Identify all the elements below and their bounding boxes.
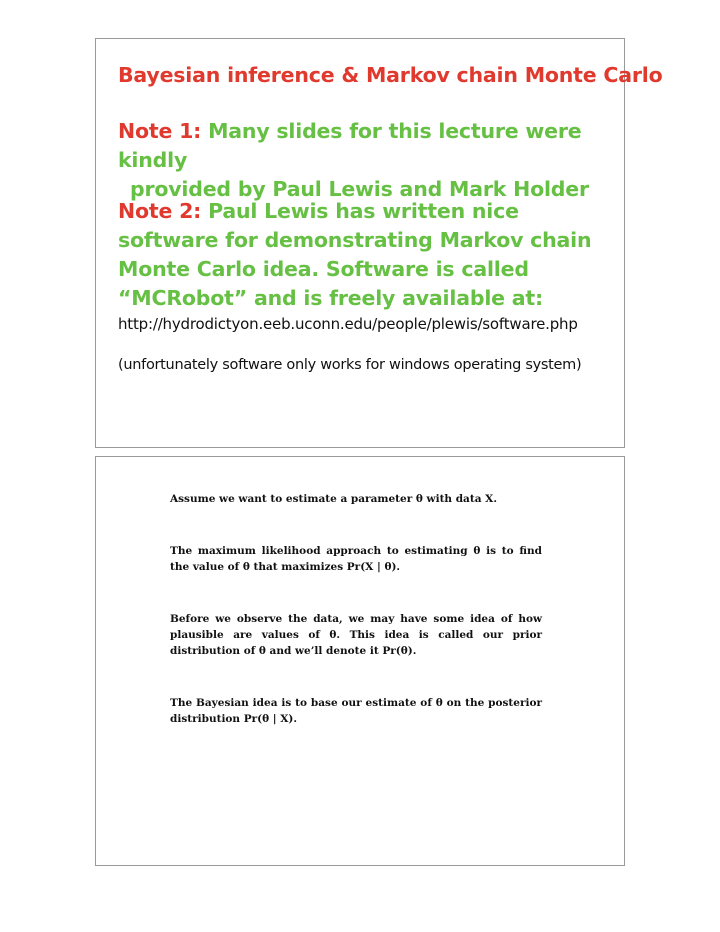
note-1-text-line2: provided by Paul Lewis and Mark Holder (130, 177, 589, 201)
paragraph-posterior: The Bayesian idea is to base our estimate of θ on the posterior distribution Pr(θ | X). (170, 697, 542, 725)
slide-title: Bayesian inference & Markov chain Monte Carlo (118, 63, 663, 87)
slide-1 (95, 38, 663, 448)
slide-2 (95, 456, 625, 866)
note-1-label: Note 1: (118, 119, 202, 143)
paragraph-estimate: Assume we want to estimate a parameter θ with data X. (170, 493, 497, 505)
paragraph-prior: Before we observe the data, we may have some idea of how plausible are values of θ. This idea is called our prior distribution of θ and we’ll denote it Pr(θ). (170, 613, 542, 657)
note-1-text-line1: Many slides for this lecture were kindly (118, 119, 582, 172)
paragraph-max-likelihood: The maximum likelihood approach to estimating θ is to find the value of θ that maximizes Pr(X | θ). (170, 545, 542, 573)
note-2-label: Note 2: (118, 199, 202, 223)
note-2-text: Paul Lewis has written nice software for demonstrating Markov chain Monte Carlo idea. Software is called “MCRobot” and is freely available at: (118, 199, 592, 310)
software-url: http://hydrodictyon.eeb.uconn.edu/people/plewis/software.php (118, 315, 578, 333)
platform-remark: (unfortunately software only works for windows operating system) (118, 357, 582, 373)
note-2 (118, 197, 618, 313)
note-1 (118, 117, 618, 204)
